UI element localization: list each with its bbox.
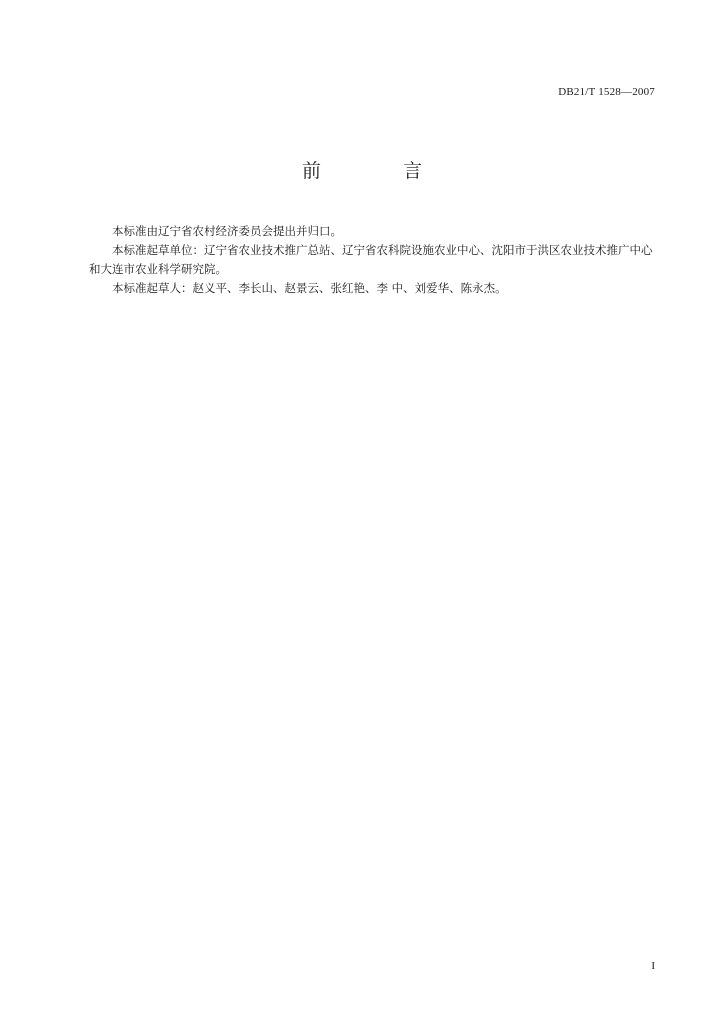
paragraph-drafters: 本标准起草人：赵义平、李长山、赵景云、张红艳、李 中、刘爱华、陈永杰。 — [112, 281, 507, 295]
standard-code: DB21/T 1528—2007 — [558, 86, 655, 98]
paragraph-drafting-units: 本标准起草单位：辽宁省农业技术推广总站、辽宁省农科院设施农业中心、沈阳市于洪区农业技术推广中心和大连市农业科学研究院。 — [89, 243, 653, 276]
paragraph-proposer: 本标准由辽宁省农村经济委员会提出并归口。 — [112, 224, 342, 238]
foreword-body — [89, 222, 659, 298]
page-title: 前 言 — [301, 160, 461, 182]
page-number: I — [651, 960, 655, 972]
